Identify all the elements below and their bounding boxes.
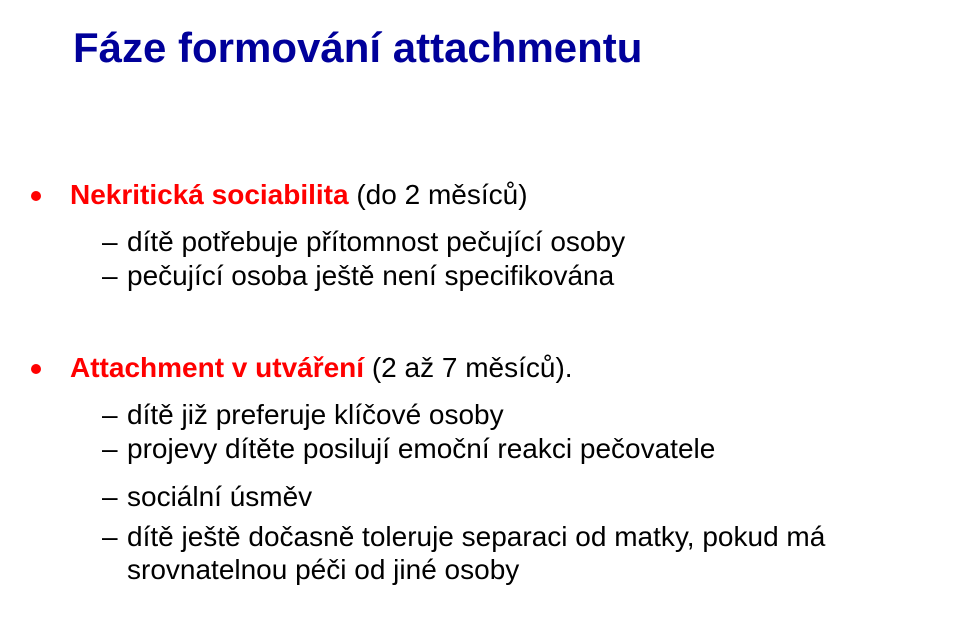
slide-title: Fáze formování attachmentu xyxy=(73,24,643,71)
dash-marker-icon: – xyxy=(102,226,118,257)
dash-marker-icon: – xyxy=(102,521,118,552)
bullet-group-attachment-v-utvareni xyxy=(0,350,977,586)
bullet-group-nekriticka-sociabilita xyxy=(0,177,977,292)
sub-bullet-item xyxy=(0,520,977,586)
sub-bullet-item xyxy=(0,225,977,258)
bullet-dot-icon xyxy=(31,364,41,374)
dash-marker-icon: – xyxy=(102,433,118,464)
bullet-suffix: (do 2 měsíců) xyxy=(348,179,528,210)
sub-bullet-item xyxy=(0,259,977,292)
bullet-suffix: (2 až 7 měsíců). xyxy=(364,352,573,383)
bullet-item xyxy=(0,350,977,386)
bullet-label: Attachment v utváření xyxy=(70,352,365,383)
bullet-item xyxy=(0,177,977,213)
bullet-dot-icon xyxy=(31,191,41,201)
sub-bullet-list xyxy=(0,398,977,586)
dash-marker-icon: – xyxy=(102,481,118,512)
dash-marker-icon: – xyxy=(102,260,118,291)
sub-bullet-list xyxy=(0,225,977,292)
sub-bullet-text: dítě již preferuje klíčové osoby xyxy=(127,399,504,430)
sub-bullet-text: sociální úsměv xyxy=(127,481,313,512)
sub-bullet-item xyxy=(0,480,977,513)
slide-body xyxy=(0,177,977,586)
sub-bullet-text: projevy dítěte posilují emoční reakci pečovatele xyxy=(127,433,716,464)
sub-bullet-text: dítě ještě dočasně toleruje separaci od matky, pokud má srovnatelnou péči od jiné osoby xyxy=(127,521,826,585)
sub-bullet-item xyxy=(0,432,977,465)
sub-bullet-text: dítě potřebuje přítomnost pečující osoby xyxy=(127,226,626,257)
sub-bullet-text: pečující osoba ještě není specifikována xyxy=(127,260,615,291)
sub-bullet-item xyxy=(0,398,977,431)
bullet-label: Nekritická sociabilita xyxy=(70,179,349,210)
dash-marker-icon: – xyxy=(102,399,118,430)
